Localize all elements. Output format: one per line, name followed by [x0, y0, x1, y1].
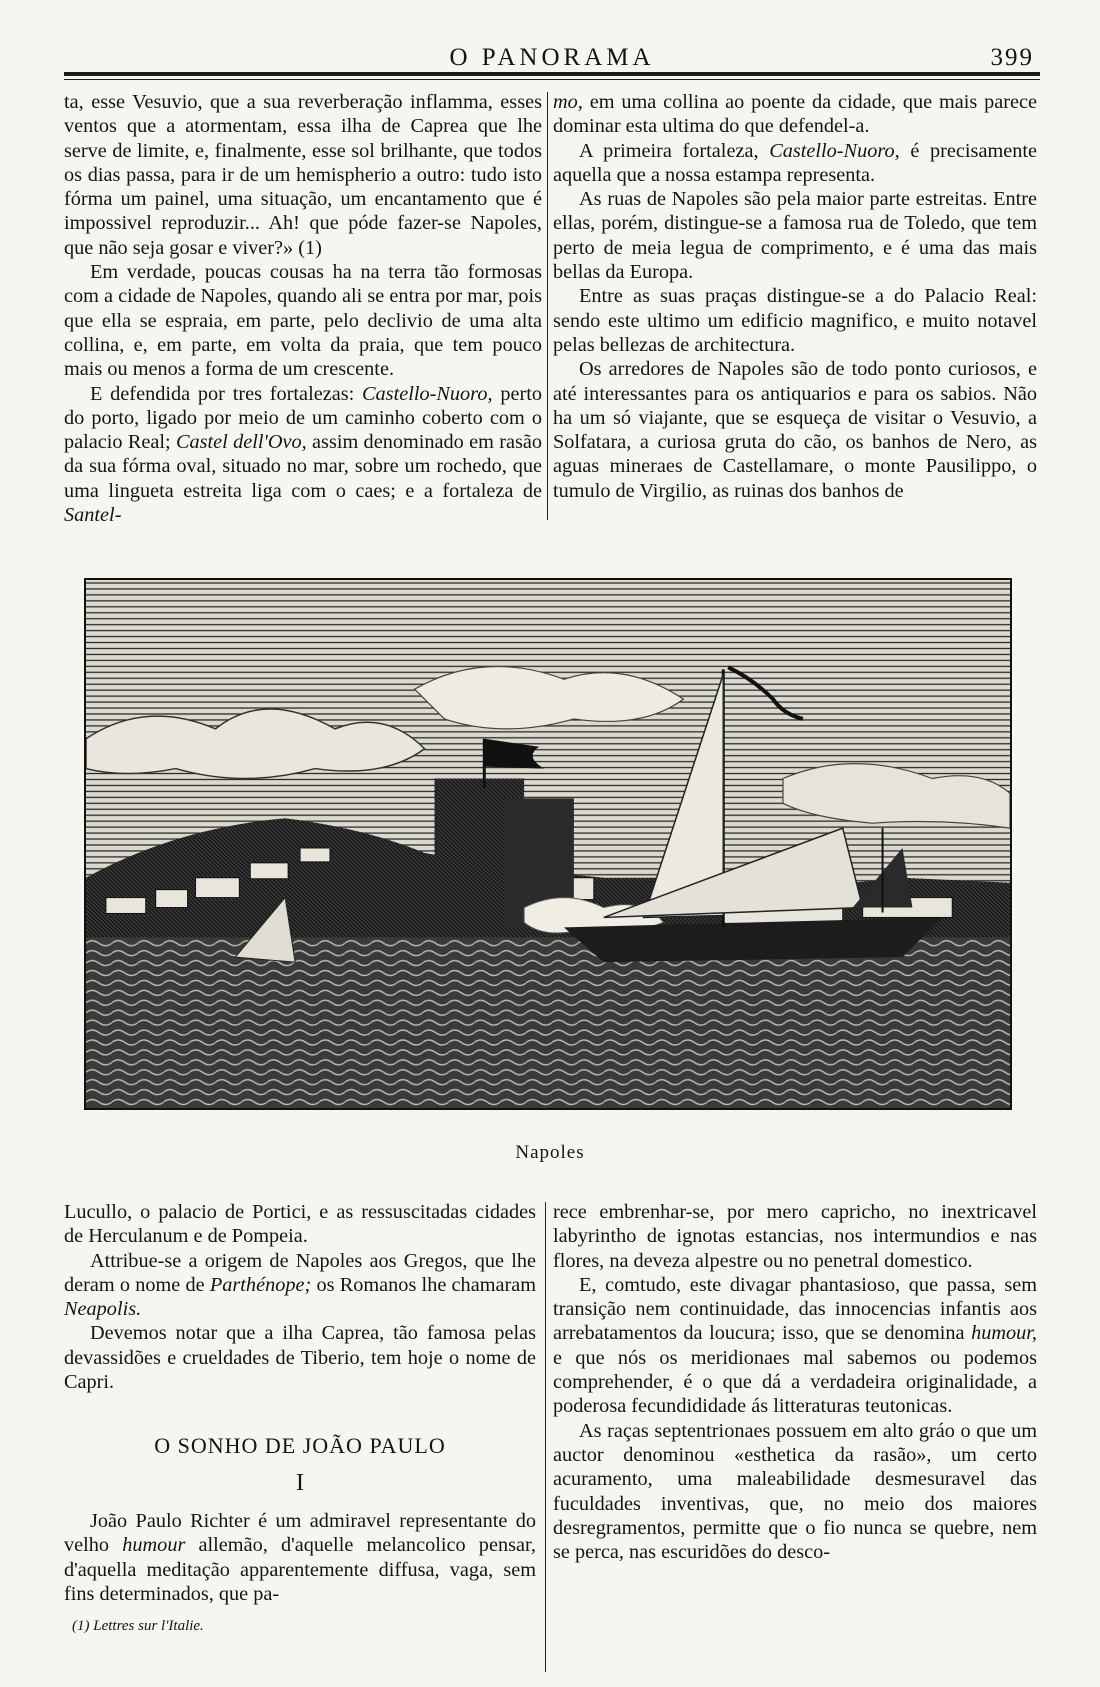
column-top-right: [553, 90, 1037, 503]
paragraph: Devemos notar que a ilha Caprea, tão famosa pelas devassidões e crueldades de Tiberio, tem hoje o nome de Capri.: [64, 1322, 536, 1394]
header-rule-thin: [64, 79, 1040, 80]
paragraph: Lucullo, o palacio de Portici, e as ressuscitadas cidades de Herculanum e de Pompeia.: [64, 1201, 536, 1248]
section-title: O SONHO DE JOÃO PAULO: [154, 1433, 446, 1459]
paragraph: Os arredores de Napoles são de todo ponto curiosos, e até interessantes para os antiquarios e para os sabios. Não ha um só viajante, que se esqueça de visitar o Vesuvio, a Solfatara, a curiosa gruta do cão, os banhos de Nero, as aguas mineraes de Castellamare, o monte Pausilippo, o tumulo de Virgilio, as ruinas dos banhos de: [553, 358, 1037, 502]
paragraph: As ruas de Napoles são pela maior parte estreitas. Entre ellas, porém, distingue-se a famosa rua de Toledo, que tem perto de meia legua de comprimento, e é uma das mais bellas da Europa.: [553, 188, 1037, 284]
column-bottom-right: [553, 1200, 1037, 1564]
column-bottom-left: [64, 1200, 536, 1638]
paragraph: rece embrenhar-se, por mero capricho, no inextricavel labyrintho de ignotas estancias, nos intermundios e nas flores, na deveza alpestre ou no penetral domestico.: [553, 1201, 1037, 1272]
paragraph: As raças septentrionaes possuem em alto gráo o que um auctor denominou «esthetica da rasão», um certo acuramento, uma maleabilidade desmesuravel das fuculdades inventivas, que, no meio dos maiores desregramentos, permitte que o fio nunca se quebre, nem se perca, nas escuridões do desco-: [553, 1419, 1037, 1564]
column-top-left: [64, 90, 542, 527]
paragraph: mo, em uma collina ao poente da cidade, que mais parece dominar esta ultima do que defendel-a.: [553, 91, 1037, 138]
paragraph: ta, esse Vesuvio, que a sua reverberação inflamma, esses ventos que a atormentam, essa ilha de Caprea que lhe serve de limite, e, finalmente, esse sol brilhante, que todos os dias passa, para ir de um hemispherio a outro: tudo isto fórma um painel, uma situação, um encantamento que é impossivel reproduzir... Ah! que póde fazer-se Napoles, que não seja gosar e viver?» (1): [64, 91, 542, 259]
engraving-illustration: [86, 580, 1010, 1108]
header-rule-thick: [64, 72, 1040, 76]
paragraph: Attribue-se a origem de Napoles aos Gregos, que lhe deram o nome de Parthénope; os Romanos lhe chamaram Neapolis.: [64, 1249, 536, 1321]
page-header: [64, 40, 1040, 74]
paragraph: Em verdade, poucas cousas ha na terra tão formosas com a cidade de Napoles, quando ali se entra por mar, pois que ella se espraia, em parte, pelo declivio de uma alta collina, e, em parte, em volta da praia, que tem pouco mais ou menos a forma de um crescente.: [64, 261, 542, 381]
journal-title: O PANORAMA: [449, 44, 655, 71]
paragraph: Entre as suas praças distingue-se a do Palacio Real: sendo este ultimo um edificio magnifico, e muito notavel pelas bellezas de architectura.: [553, 285, 1037, 356]
figure-caption: Napoles: [515, 1142, 585, 1163]
paragraph: A primeira fortaleza, Castello-Nuoro, é precisamente aquella que a nossa estampa representa.: [553, 139, 1038, 186]
column-divider: [545, 1202, 546, 1672]
engraving-naples-harbor: [84, 578, 1012, 1110]
paragraph: E, comtudo, este divagar phantasioso, que passa, sem transição nem continuidade, das innocencias infantis aos arrebatamentos da loucura; isso, que se denomina humour, e que nós os meridionaes mal sabemos ou podemos comprehender, é o que dá a verdadeira originalidade, a poderosa fecundididade ás litteraturas teutonicas.: [553, 1273, 1037, 1418]
page-number: 399: [990, 44, 1034, 71]
footnote: (1) Lettres sur l'Italie.: [72, 1618, 204, 1635]
column-divider: [547, 92, 548, 520]
paragraph: E defendida por tres fortalezas: Castello-Nuoro, perto do porto, ligado por meio de um caminho coberto com o palacio Real; Castel dell'Ovo, assim denominado em rasão da sua fórma oval, situado no mar, sobre um rochedo, que uma lingueta estreita liga com o caes; e a fortaleza de Santel-: [64, 382, 542, 527]
paragraph: João Paulo Richter é um admiravel representante do velho humour allemão, d'aquelle melancolico pensar, d'aquella meditação apparentemente diffusa, vaga, sem fins determinados, que pa-: [64, 1509, 536, 1605]
section-number: I: [296, 1469, 304, 1496]
